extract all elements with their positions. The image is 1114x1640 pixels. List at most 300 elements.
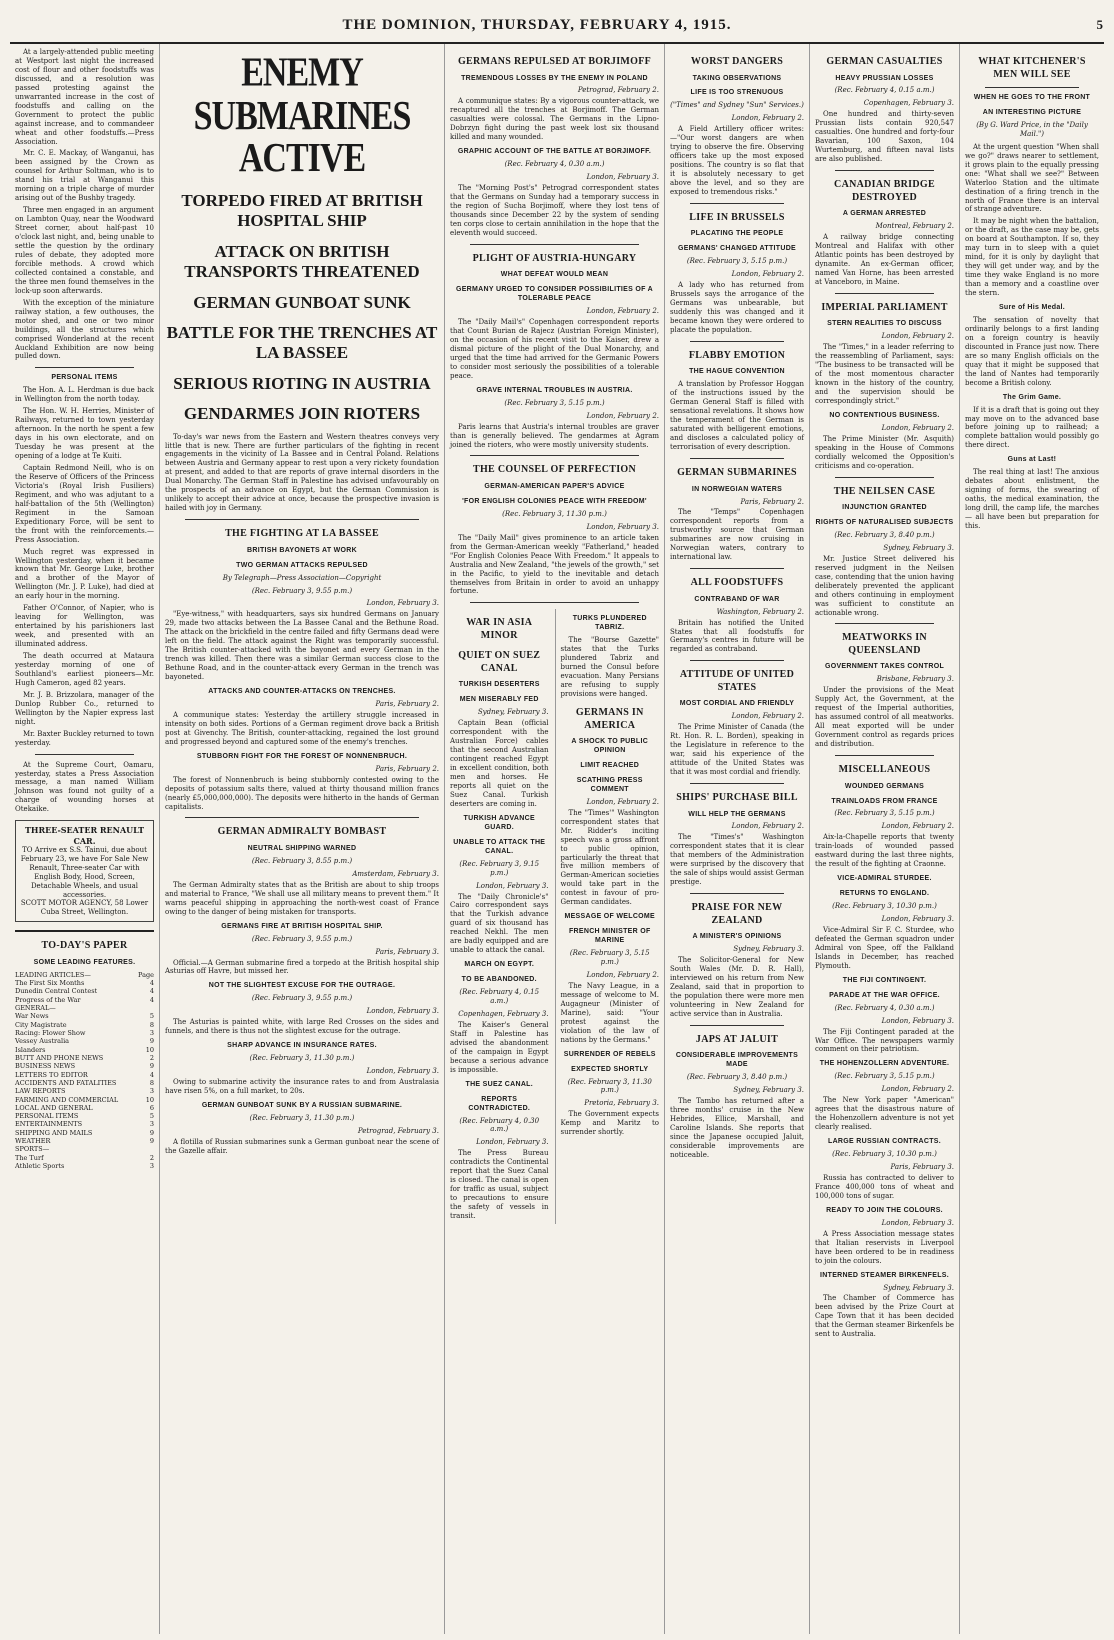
article-text: A flotilla of Russian submarines sunk a German gunboat near the scene of the Gazelle affair. — [165, 1137, 439, 1155]
contents-page: 8 — [149, 1020, 154, 1029]
divider — [690, 1025, 784, 1026]
dateline: Sydney, February 3. — [883, 543, 954, 552]
contents-subheading: SOME LEADING FEATURES. — [33, 958, 136, 966]
contents-page: 9 — [149, 1128, 154, 1137]
article-text: The death occurred at Mataura yesterday morning of one of Southland's earliest pioneers—Mr. Hugh Cameron, aged 82 years. — [15, 652, 154, 687]
divider — [185, 519, 419, 520]
dateline: London, February 2. — [586, 307, 659, 316]
article-heading: SURRENDER OF REBELS — [563, 1050, 656, 1058]
dateline: Washington, February 2. — [716, 607, 804, 616]
article-text: Official.—A German submarine fired a torpedo at the British hospital ship Asturias off Havre, but missed her. — [165, 958, 439, 976]
contents-row — [15, 1112, 154, 1120]
received-line: (Rec. February 3, 9.55 p.m.) — [251, 934, 353, 943]
article-heading: TURKISH ADVANCE GUARD. — [463, 814, 535, 831]
received-line: (Rec. February 4, 0.30 a.m.) — [504, 160, 605, 169]
article-heading: MEATWORKS IN QUEENSLAND — [842, 632, 927, 656]
article-subheading: PLACATING THE PEOPLE — [690, 230, 784, 238]
article-subheading: LIMIT REACHED — [580, 761, 640, 769]
dateline: Paris, February 3. — [890, 1163, 954, 1172]
divider — [835, 477, 934, 478]
article-subheading: A GERMAN ARRESTED — [842, 210, 927, 218]
article-text: The real thing at last! The anxious debates about enlistment, the signing of forms, the swearing of oaths, the medical examination, the long drill, the camp life, the marches — all have been but preparation for this. — [965, 468, 1099, 530]
ad-firm: SCOTT MOTOR AGENCY, 58 Lower Cuba Street, Wellington. — [20, 899, 149, 917]
contents-row — [15, 1079, 154, 1087]
received-line: (Rec. February 3, 5.15 p.m.) — [834, 1072, 935, 1081]
contents-page: 8 — [149, 1078, 154, 1087]
article-text: Paris learns that Austria's internal troubles are graver than is generally believed. The gendarmes at Agram joined the rioters, who were mostly university students. — [450, 422, 659, 449]
column-5 — [810, 44, 960, 1634]
dateline: Sydney, February 3. — [883, 1283, 954, 1292]
article-heading: GERMAN ADMIRALTY BOMBAST — [217, 826, 387, 838]
article-text: The Solicitor-General for New South Wales (Mr. D. R. Hall), interviewed on his return from New Zealand, said that in proportion to the population there were more men volunteering in New Zealand for active service than in Australia. — [670, 956, 804, 1018]
contents-label: The First Six Months — [15, 979, 85, 988]
dateline: Sydney, February 3. — [733, 945, 804, 954]
article-subheading: WOUNDED GERMANS — [844, 782, 925, 790]
article-text: The "Morning Post's" Petrograd correspondent states that the Germans on Sunday had a temporary success in the region of Sucha Borjimoff, where they lost tens of thousands since December 22 by the system of sending ten corps close to certain annihilation in the hope that the eleventh would succeed. — [450, 184, 659, 237]
contents-row — [15, 1162, 154, 1170]
article-text: A lady who has returned from Brussels says the arrogance of the Germans was unbearable, but suddenly this was changed and it became known they were ordered to placate the population. — [670, 281, 804, 335]
divider — [690, 660, 784, 661]
dateline: London, February 2. — [731, 270, 804, 279]
contents-row — [15, 1104, 154, 1112]
contents-page: 9 — [149, 1062, 154, 1071]
contents-row — [15, 1046, 154, 1054]
article-heading: LARGE RUSSIAN CONTRACTS. — [828, 1138, 941, 1146]
article-heading: THE HOHENZOLLERN ADVENTURE. — [819, 1060, 950, 1068]
article-text: At the urgent question "When shall we go?" draws nearer to settlement, it grows plain to the equally pressing one: "What shall we see?" Between Waterloo Station and the ultimate destination of a firing trench in the north of France there is an interval of strange adventure. — [965, 142, 1099, 214]
divider — [985, 87, 1079, 88]
divider — [690, 203, 784, 204]
article-text: The Kaiser's General Staff in Palestine has advised the abandonment of the campaign in Egypt because a serious advance is impossible. — [450, 1020, 549, 1074]
article-text: Father O'Connor, of Napier, who is leaving for Wellington, was entertained by his parishioners last week, and presented with an illuminated address. — [15, 604, 154, 649]
article-heading: MESSAGE OF WELCOME — [564, 913, 656, 921]
article-heading: GERMANS FIRE AT BRITISH HOSPITAL SHIP. — [221, 922, 383, 930]
article-text: Vice-Admiral Sir F. C. Sturdee, who defeated the German squadron under Admiral von Spee, off the Falkland Islands in December, has reached Plymouth. — [815, 926, 954, 970]
divider — [690, 568, 784, 569]
contents-page: 5 — [149, 1012, 154, 1021]
article-subheading: WILL HELP THE GERMANS — [688, 810, 786, 818]
article-subheading: NEUTRAL SHIPPING WARNED — [247, 844, 357, 852]
article-subheading: THE HAGUE CONVENTION — [689, 368, 785, 376]
dateline: London, February 3. — [476, 881, 549, 890]
article-text: Aix-la-Chapelle reports that twenty train-loads of wounded passed eastward during the last three nights, the result of the fighting at Craonne. — [815, 833, 954, 869]
article-text: Russia has contracted to deliver to France 400,000 tons of wheat and 100,000 tons of sugar. — [815, 1173, 954, 1200]
article-heading: SHIPS' PURCHASE BILL — [676, 792, 798, 804]
article-text: A Press Association message states that Italian reservists in Liverpool have been ordered to be in readiness to join the colours. — [815, 1229, 954, 1265]
contents-label: SPORTS— — [15, 1145, 50, 1154]
contents-list — [15, 971, 154, 1171]
article-heading: WORST DANGERS — [690, 56, 784, 67]
contents-label: City Magistrate — [15, 1020, 67, 1029]
article-text: The "Times's" Washington correspondent states that it is clear that members of the Administration were surprised by the discovery that the sale of ships would assist German prestige. — [670, 833, 805, 887]
received-line: (Rec. February 3, 8.40 p.m.) — [834, 530, 935, 539]
article-subheading: Sure of His Medal. — [998, 304, 1066, 312]
received-line: (Rec. February 3, 5.15 p.m.) — [834, 809, 935, 818]
article-text: The "Daily Mail's" Copenhagen correspondent reports that Count Burian de Rajecz (Austrian Foreign Minister), on the occasion of his recent visit to the Kaiser, drew a dismal picture of the plight of the Dual Monarchy, and urged that the time had arrived for the Germanic Powers to consider most seriously the possibilities of a tolerable peace. — [450, 318, 659, 380]
article-subheading: GERMANY URGED TO CONSIDER POSSIBILITIES OF A TOLERABLE PEACE — [455, 286, 654, 303]
contents-row — [15, 1096, 154, 1104]
article-heading: GERMANS IN AMERICA — [575, 707, 644, 731]
dateline: Amsterdam, February 3. — [352, 869, 439, 878]
received-line: (Rec. February 3, 5.15 p.m.) — [504, 398, 605, 407]
article-text: The Fiji Contingent paraded at the War Office. The newspapers warmly comment on their patriotism. — [815, 1027, 954, 1054]
article-subheading: UNABLE TO ATTACK THE CANAL. — [453, 838, 546, 855]
article-subheading: EXPECTED SHORTLY — [571, 1065, 649, 1073]
article-heading: PRAISE FOR NEW ZEALAND — [691, 902, 783, 926]
article-text: One hundred and thirty-seven Prussian lists contain 920,547 casualties. One hundred and forty-four Bavarian, 100 Saxon, 104 Wurtemburg, and fifteen naval lists are also published. — [815, 110, 954, 164]
article-text: A translation by Professor Hoggan of the instructions issued by the German General Staff is filled with sensational revelations. It shows how the temperament of the German is saturated with belligerent emotions, and discloses a calculated policy of terrorisation of every description. — [670, 380, 804, 452]
dateline: Paris, February 2. — [375, 764, 439, 773]
divider — [470, 602, 639, 603]
article-heading: SHARP ADVANCE IN INSURANCE RATES. — [227, 1042, 377, 1050]
contents-row — [15, 1062, 154, 1070]
contents-page: Page — [138, 970, 154, 979]
contents-page: 3 — [149, 1162, 154, 1171]
article-subheading: INJUNCTION GRANTED — [842, 504, 927, 511]
contents-label: SHIPPING AND MAILS — [15, 1128, 93, 1137]
article-text: To-day's war news from the Eastern and Western theatres conveys very little that is new. There are further particulars of the fighting in recent engagements in the vicinity of La Bassee and in Central Poland. Relations between Austria and Germany appear to rest upon a very rickety foundation at present, and added to that are reports of grave internal disorders in the Dual Monarchy. The German Staff in Palestine has advised unfavourably on the prospects of an advance on Egypt, but the German Commission is unlikely to accept their advice at once, because the prospective invasion is hailed with joy in Germany. — [165, 432, 439, 513]
contents-page: 2 — [149, 1153, 154, 1162]
received-line: (Rec. February 3, 8.40 p.m.) — [686, 1073, 788, 1082]
contents-label: ENTERTAINMENTS — [15, 1120, 83, 1129]
article-subheading: STERN REALITIES TO DISCUSS — [827, 320, 942, 328]
dateline: London, February 2. — [881, 822, 954, 831]
article-text: The sensation of novelty that ordinarily belongs to a first landing on a foreign country is heavily discounted in France just now. There are so many English officials on the quay that it might be supposed that the land of Nantes had temporarily become a British colony. — [965, 315, 1099, 387]
divider — [185, 817, 419, 818]
contents-label: ACCIDENTS AND FATALITIES — [15, 1078, 117, 1087]
article-heading: READY TO JOIN THE COLOURS. — [826, 1206, 943, 1214]
article-heading: JAPS AT JALUIT — [695, 1033, 779, 1045]
article-subheading: TAKING OBSERVATIONS — [692, 74, 782, 82]
dateline: London, February 3. — [476, 1138, 549, 1147]
received-line: (Rec. February 4, 0.15 a.m.) — [834, 86, 935, 95]
contents-page: 2 — [149, 1053, 154, 1062]
article-subheading: HEAVY PRUSSIAN LOSSES — [835, 74, 934, 82]
dateline: London, February 2. — [586, 797, 659, 806]
headline: BATTLE FOR THE TRENCHES AT LA BASSEE — [166, 323, 438, 363]
article-heading: CANADIAN BRIDGE DESTROYED — [834, 179, 935, 203]
contents-row — [15, 1004, 154, 1012]
article-text: The Prime Minister (Mr. Asquith) speaking in the House of Commons cordially welcomed the Opposition's criticisms and co-operation. — [815, 434, 954, 470]
contents-row — [15, 987, 154, 995]
article-text: Under the provisions of the Meat Supply Act, the Government, at the request of the Imperial authorities, has assumed control of all meatworks. All meat exported will be under Government control as regards prices and distribution. — [815, 686, 954, 749]
divider — [835, 293, 934, 294]
article-heading: NOT THE SLIGHTEST EXCUSE FOR THE OUTRAGE. — [208, 982, 396, 990]
received-line: (Rec. February 3, 9.15 p.m.) — [459, 859, 540, 877]
article-subheading: GERMANS' CHANGED ATTITUDE — [677, 245, 797, 253]
dateline: Paris, February 2. — [375, 700, 439, 708]
contents-label: Vessey Australia — [15, 1037, 70, 1046]
article-subheading: GOVERNMENT TAKES CONTROL — [824, 663, 945, 671]
received-line: (Rec. February 4, 0.30 a.m.) — [459, 1116, 540, 1134]
article-text: At the Supreme Court, Oamaru, yesterday, states a Press Association message, a man named William Johnson was found not guilty of a charge of wounding horses at Otekaike. — [15, 760, 154, 814]
column-2 — [160, 44, 445, 1634]
received-line: (Rec. February 3, 11.30 p.m.) — [567, 1077, 652, 1095]
main-headline: ENEMY SUBMARINES ACTIVE — [193, 50, 411, 181]
dateline: London, February 2. — [881, 423, 954, 432]
contents-label: War News — [15, 1012, 49, 1021]
masthead — [10, 8, 1104, 44]
article-subheading: GERMAN-AMERICAN PAPER'S ADVICE — [484, 482, 625, 490]
article-subheading: 'FOR ENGLISH COLONIES PEACE WITH FREEDOM' — [462, 497, 647, 505]
article-text: It may be night when the battalion, or the draft, as the case may be, gets on board at Southampton. If so, they may turn in to sleep with a quiet mind, for it is only by daylight that they will get under way, and by the time they wake England is no more than a memory and a coastline over the stern. — [965, 217, 1099, 298]
article-heading: THE FIJI CONTINGENT. — [842, 976, 927, 984]
article-subheading: MOST CORDIAL AND FRIENDLY — [679, 700, 795, 708]
article-heading: GERMAN GUNBOAT SUNK BY A RUSSIAN SUBMARINE. — [201, 1101, 403, 1109]
credit-line: By Telegraph—Press Association—Copyright — [222, 573, 382, 582]
contents-row — [15, 1137, 154, 1145]
divider — [35, 367, 134, 368]
section-heading: PERSONAL ITEMS — [51, 374, 118, 382]
article-heading: THE FIGHTING AT LA BASSEE — [225, 528, 379, 540]
received-line: (Rec. February 3, 11.30 p.m.) — [249, 1113, 355, 1122]
received-line: (Rec. February 3, 11.30 p.m.) — [502, 509, 607, 518]
contents-page — [144, 1145, 154, 1153]
contents-page: 5 — [149, 1112, 154, 1121]
column-3 — [445, 44, 665, 1634]
contents-row — [15, 1054, 154, 1062]
received-line: (Rec. February 4, 0.15 a.m.) — [459, 988, 540, 1006]
contents-row — [15, 1037, 154, 1045]
article-text: Mr. Baxter Buckley returned to town yesterday. — [15, 729, 154, 747]
article-text: Mr. Justice Street delivered his reserved judgment in the Neilsen case, contending that the union having deliberately prevented the applicant and others continuing in employment was sufficient to constitute an actionable wrong. — [815, 554, 954, 617]
contents-label: Athletic Sports — [15, 1162, 65, 1171]
article-text: Three men engaged in an argument on Lambton Quay, near the Woodward Street corner, about half-past 10 o'clock last night, and, being unable to settle the question by the ordinary rules of debate, they adopted more forcible methods. A crowd which collected contained a constable, and the three men found themselves in the lock-up soon afterwards. — [15, 206, 154, 295]
dateline: Copenhagen, February 3. — [863, 99, 954, 108]
article-heading: MARCH ON EGYPT. — [464, 961, 535, 969]
article-text: Much regret was expressed in Wellington yesterday, when it became known that Mr. George Luke, brother and a brother of the Mayor of Wellington (Mr. J. P. Luke), had died at an early hour in the morning. — [15, 547, 154, 601]
article-heading: TURKS PLUNDERED TABRIZ. — [572, 615, 647, 632]
article-text: A communique states: Yesterday the artillery struggle increased in intensity on both sides. Portions of a German regiment drove back a British post at Givenchy. The British, counter-attacking, regained the lost ground and progressed beyond and captured some of the enemy's trenches. — [165, 710, 439, 746]
article-heading: STUBBORN FIGHT FOR THE FOREST OF NONNENBRUCH. — [196, 752, 408, 760]
contents-label: LAW REPORTS — [15, 1087, 66, 1096]
contents-row — [15, 971, 154, 979]
received-line: (Rec. February 3, 9.55 p.m.) — [251, 994, 353, 1003]
article-text: The forest of Nonnenbruch is being stubbornly contested owing to the deposits of potassium salts there, valued at thirty thousand million francs (nearly £5,000,000,000). The deposits were hitherto in the hands of German capitalists. — [165, 775, 439, 811]
article-text: Mr. J. B. Brizzolara, manager of the Dunlop Rubber Co., returned to Wellington by the Napier express last night. — [15, 690, 154, 726]
contents-row — [15, 1071, 154, 1079]
article-subheading: LIFE IS TOO STRENUOUS — [690, 89, 784, 97]
received-line: (Rec. February 3, 9.55 p.m.) — [251, 586, 353, 595]
contents-label: GENERAL— — [15, 1004, 56, 1013]
dateline: London, February 2. — [586, 970, 659, 979]
headline: ATTACK ON BRITISH TRANSPORTS THREATENED — [184, 241, 420, 282]
page-number: 5 — [1096, 17, 1104, 32]
contents-row — [15, 1021, 154, 1029]
dateline: London, February 2. — [731, 114, 804, 123]
article-text: The "Daily Chronicle's" Cairo correspondent says that the Turkish advance guard of six thousand has reached Nekhl. The men are badly equipped and are unable to attack the canal. — [450, 892, 549, 955]
dateline: Petrograd, February 3. — [357, 1126, 439, 1135]
article-heading: ATTITUDE OF UNITED STATES — [679, 669, 795, 693]
article-text: The Government expects Kemp and Maritz to surrender shortly. — [560, 1110, 659, 1137]
article-text: The "Times'" Washington correspondent states that Mr. Ridder's inciting speech was a gross affront to public opinion, particularly the threat that five million members of German-American societies would take part in the contest in favour of pro-German candidates. — [560, 808, 659, 907]
article-subheading: PARADE AT THE WAR OFFICE. — [829, 991, 940, 999]
contents-page: 3 — [149, 1087, 154, 1096]
article-text: The German Admiralty states that as the British are about to ship troops and material to France, "We shall use all military means to prevent them." It warns peaceful shipping in approaching the north-west coast of France owing to the danger of being mistaken for transports. — [165, 880, 439, 916]
article-text: The "Bourse Gazette" states that the Turks plundered Tabriz and burned the Consul before evacuation. Many Persians are refusing to supply provisions were hanged. — [560, 636, 659, 699]
contents-page: 4 — [149, 979, 154, 988]
contents-label: Dunedin Central Contest — [15, 987, 98, 996]
article-heading: GERMANS REPULSED AT BORJIMOFF — [457, 56, 652, 67]
article-subheading: MEN MISERABLY FED — [459, 696, 539, 704]
contents-row — [15, 1029, 154, 1037]
contents-row — [15, 979, 154, 987]
article-subheading: A MINISTER'S OPINIONS — [692, 933, 782, 941]
classified-ad — [15, 820, 154, 922]
article-text: The "Daily Mail" gives prominence to an article taken from the German-American weekly "Fatherland," headed "For English Colonies Peace With Freedom." It appeals to Australia and New Zealand, "the jewels of the growth," set in the Pacific, to yield to the inevitable and detach themselves from Britain in order to avoid an unhappy fortune. — [450, 533, 659, 596]
headline: GERMAN GUNBOAT SUNK — [193, 292, 411, 312]
article-text: Britain has notified the United States that all foodstuffs for Germany's centres in future will be regarded as contraband. — [670, 618, 804, 654]
article-subheading: TURKISH DESERTERS — [458, 681, 540, 689]
article-text: The New York paper "American" agrees that the disastrous nature of the Hohenzollern adventure is not yet clearly realised. — [815, 1096, 954, 1132]
article-text: The "Temps" Copenhagen correspondent reports from a trustworthy source that German submarines are now cruising in Norwegian waters, contrary to international law. — [670, 508, 804, 562]
article-heading: THE SUEZ CANAL. — [465, 1080, 533, 1088]
dateline: London, February 2. — [881, 332, 954, 341]
contents-label: Racing: Flower Show — [15, 1029, 86, 1038]
headline: GENDARMES JOIN RIOTERS — [183, 404, 421, 424]
article-text: "Eye-witness," with headquarters, says six hundred Germans on January 29, made two attacks between the La Bassee Canal and the Bethune Road. The attack on the brickfield in the centre failed and fifty Germans dead were left on the field. The attack against the Right was temporarily successful. The British counter-attacked with the bayonet and every German in the trench was killed. Then there was a similar German success close to the Bethune Road, and in the counter-attack every German in the trench was bayoneted. — [165, 610, 439, 682]
contents-row — [15, 1012, 154, 1020]
article-text: The Chamber of Commerce has been advised by the Prize Court at Cape Town that it has been decided that the German steamer Birkenfels be sent to Australia. — [815, 1294, 954, 1339]
contents-label: WEATHER — [15, 1137, 51, 1146]
dateline: London, February 3. — [366, 1067, 439, 1076]
dateline: London, February 3. — [881, 1218, 954, 1227]
dateline: London, February 2. — [881, 1085, 954, 1094]
contents-page: 6 — [149, 1103, 154, 1112]
article-heading: LIFE IN BRUSSELS — [689, 211, 785, 223]
article-text: The Asturias is painted white, with large Red Crosses on the sides and funnels, and there is thus not the slightest excuse for the outrage. — [165, 1018, 439, 1036]
dateline: London, February 3. — [881, 915, 954, 924]
dateline: Paris, February 2. — [740, 497, 804, 506]
article-subheading: IN NORWEGIAN WATERS — [691, 485, 783, 493]
article-text: A Field Artillery officer writes:—"Our worst dangers are when trying to observe the fire. Observing officers take up the most exposed positions. The country is so flat that it is absolutely necessary to get above the level, and so they are exposed to tremendous risks." — [670, 125, 804, 196]
dateline: London, February 2. — [731, 822, 804, 831]
article-text: Captain Redmond Neill, who is on the Reserve of Officers of the Princess Victoria's (Royal Irish Fusiliers) Regiment, and who was adjutant to a half-battalion of the 5th (Wellington) Regiment in the Samoan Expeditionary Force, will be sent to the front with the reinforcements.—Press Association. — [15, 463, 154, 544]
contents-page: 3 — [149, 1120, 154, 1129]
article-heading: INTERNED STEAMER BIRKENFELS. — [820, 1271, 949, 1279]
received-line: (Rec. February 3, 10.30 p.m.) — [832, 1150, 937, 1159]
divider — [835, 755, 934, 756]
contents-label: BUTT AND PHONE NEWS — [15, 1053, 104, 1062]
contents-page — [144, 1004, 154, 1012]
dateline: Petrograd, February 2. — [577, 86, 659, 95]
credit-line: ("Times" and Sydney "Sun" Services.) — [670, 101, 804, 110]
article-heading: QUIET ON SUEZ CANAL — [458, 650, 541, 674]
contents-row — [15, 1154, 154, 1162]
contents-label: LOCAL AND GENERAL — [15, 1103, 93, 1112]
column-1 — [10, 44, 160, 1634]
article-subheading: CONTRABAND OF WAR — [694, 595, 780, 603]
article-subheading: RIGHTS OF NATURALISED SUBJECTS — [815, 518, 954, 526]
article-subheading: RETURNS TO ENGLAND. — [839, 890, 930, 898]
column-4 — [665, 44, 810, 1634]
contents-label: FARMING AND COMMERCIAL — [15, 1095, 119, 1104]
contents-heading: TO-DAY'S PAPER — [41, 940, 128, 952]
contents-label: Islanders — [15, 1045, 46, 1054]
article-text: The Navy League, in a message of welcome to M. Augagneur (Minister of Marine), said: "Your protest against the violation of the law of nations by the Germans." — [560, 981, 659, 1044]
article-subheading: BRITISH BAYONETS AT WORK — [247, 546, 357, 554]
contents-page: 9 — [149, 1137, 154, 1146]
divider — [835, 170, 934, 171]
dateline: London, February 3. — [586, 173, 659, 182]
article-heading: THE NEILSEN CASE — [833, 485, 936, 497]
contents-page: 3 — [149, 1029, 154, 1038]
dateline: Pretoria, February 3. — [584, 1099, 659, 1108]
dateline: London, February 2. — [731, 712, 804, 721]
contents-label: LETTERS TO EDITOR — [15, 1070, 88, 1079]
article-text: The "Times," in a leader referring to the reassembling of Parliament, says: "The business to be transacted will be of the most momentous character known in the history of the country, and the supervision should be correspondingly strict." — [815, 343, 954, 405]
article-subheading: SCATHING PRESS COMMENT — [576, 776, 643, 793]
article-subheading: The Grim Game. — [1002, 393, 1062, 401]
article-text: With the exception of the miniature railway station, a few outhouses, the motor shed, and one or two minor buildings, all the structures which comprised Wonderland at the recent Auckland Exhibition are now being pulled down. — [15, 298, 154, 361]
article-subheading: TREMENDOUS LOSSES BY THE ENEMY IN POLAND — [461, 74, 648, 82]
dateline: Montreal, February 2. — [875, 222, 954, 231]
dateline: Sydney, February 3. — [477, 708, 549, 717]
article-subheading: TRAINLOADS FROM FRANCE — [831, 797, 938, 805]
article-text: The Tambo has returned after a three months' cruise in the New Hebrides, Ellice, Marshall, and Caroline Islands. She reports that since the Japanese occupied Jaluit, considerable improvements are noticeable. — [670, 1097, 804, 1159]
received-line: (Rec. February 3, 5.15 p.m.) — [686, 257, 788, 266]
article-subheading: AN INTERESTING PICTURE — [982, 108, 1082, 116]
article-heading: GRAPHIC ACCOUNT OF THE BATTLE AT BORJIMOFF. — [457, 148, 652, 156]
article-heading: WAR IN ASIA MINOR — [466, 617, 533, 641]
article-heading: MISCELLANEOUS — [838, 764, 931, 776]
article-subheading: CONSIDERABLE IMPROVEMENTS MADE — [675, 1052, 799, 1069]
dateline: Paris, February 3. — [375, 947, 439, 956]
article-heading: ALL FOODSTUFFS — [690, 577, 784, 589]
divider — [690, 458, 784, 459]
article-text: The Hon. A. L. Herdman is due back in Wellington from the north today. — [15, 386, 154, 404]
article-text: The Press Bureau contradicts the Continental report that the Suez Canal is closed. The canal is open for traffic as usual, subject to precautions to ensure the safety of vessels in transit. — [450, 1149, 549, 1221]
article-text: A communique states: By a vigorous counter-attack, we recaptured all the trenches at Borjimoff. The German casualties were colossal. The Germans in the Lipno-Dobrzyn fight during the past week lost six thousand killed and many wounded. — [450, 97, 659, 142]
article-heading: WHAT KITCHENER'S MEN WILL SEE — [978, 56, 1086, 80]
article-heading: GRAVE INTERNAL TROUBLES IN AUSTRIA. — [476, 386, 633, 394]
article-heading: VICE-ADMIRAL STURDEE. — [837, 875, 932, 883]
article-subheading: TO BE ABANDONED. — [461, 976, 537, 984]
article-text: At a largely-attended public meeting at Westport last night the increased cost of flour and other foodstuffs was discussed, and a resolution was passed protesting against the unwarranted increase in the cost of foodstuffs and calling on the Government to protect the public against increase, and to commandeer wheat and other foodstuffs.—Press Association. — [15, 48, 154, 146]
ad-title: THREE-SEATER RENAULT CAR. — [24, 825, 145, 846]
dateline: London, February 3. — [366, 1007, 439, 1016]
article-heading: FLABBY EMOTION — [688, 349, 786, 361]
article-heading: NO CONTENTIOUS BUSINESS. — [829, 411, 940, 419]
dateline: London, February 2. — [586, 411, 659, 420]
divider — [15, 930, 154, 932]
article-heading: IMPERIAL PARLIAMENT — [821, 301, 948, 313]
divider — [690, 341, 784, 342]
contents-page: 4 — [149, 995, 154, 1004]
contents-label: LEADING ARTICLES— — [15, 970, 91, 979]
article-text: Captain Bean (official correspondent with the Australian Force) cables that the second Australian contingent reached Egypt in excellent condition, both men and horses. He reports all quiet on the Suez Canal. Turkish deserters are coming in. — [450, 719, 549, 808]
credit-line: (By G. Ward Price, in the "Daily Mail.") — [976, 120, 1088, 138]
article-text: The Prime Minister of Canada (the Rt. Hon. R. L. Borden), speaking in the Legislature in reference to the war, said his experience of the attitude of the United States was that it was most cordial and friendly. — [670, 723, 804, 777]
headline: SERIOUS RIOTING IN AUSTRIA — [173, 373, 431, 393]
contents-page: 4 — [149, 987, 154, 996]
received-line: (Rec. February 3, 11.30 p.m.) — [249, 1054, 355, 1063]
ad-body: TO Arrive ex S.S. Tainui, due about February 23, we have For Sale New Renault, Three-seater Car with English Body, Hood, Screen, Detachable Wheels, and usual accessories. — [20, 845, 149, 899]
divider — [470, 455, 639, 456]
contents-page: 4 — [149, 1070, 154, 1079]
article-text: The Hon. W. H. Herries, Minister of Railways, returned to town yesterday afternoon. In the north he spent a few days in his own electorate, and on Tuesday he was present at the opening of a lodge at Te Kuiti. — [15, 407, 154, 461]
dateline: London, February 3. — [586, 522, 659, 531]
divider — [690, 893, 784, 894]
article-heading: GERMAN SUBMARINES — [677, 467, 797, 479]
divider — [470, 244, 639, 245]
article-subheading: FRENCH MINISTER OF MARINE — [568, 928, 651, 945]
article-subheading: REPORTS CONTRADICTED. — [468, 1095, 531, 1112]
article-subheading: WHAT DEFEAT WOULD MEAN — [500, 271, 609, 279]
article-text: If it is a draft that is going out they may move on to the advanced base before joining up to railhead; a complete battalion would possibly go there direct. — [965, 405, 1099, 450]
contents-label: PERSONAL ITEMS — [15, 1112, 79, 1121]
dateline: London, February 3. — [366, 599, 439, 608]
